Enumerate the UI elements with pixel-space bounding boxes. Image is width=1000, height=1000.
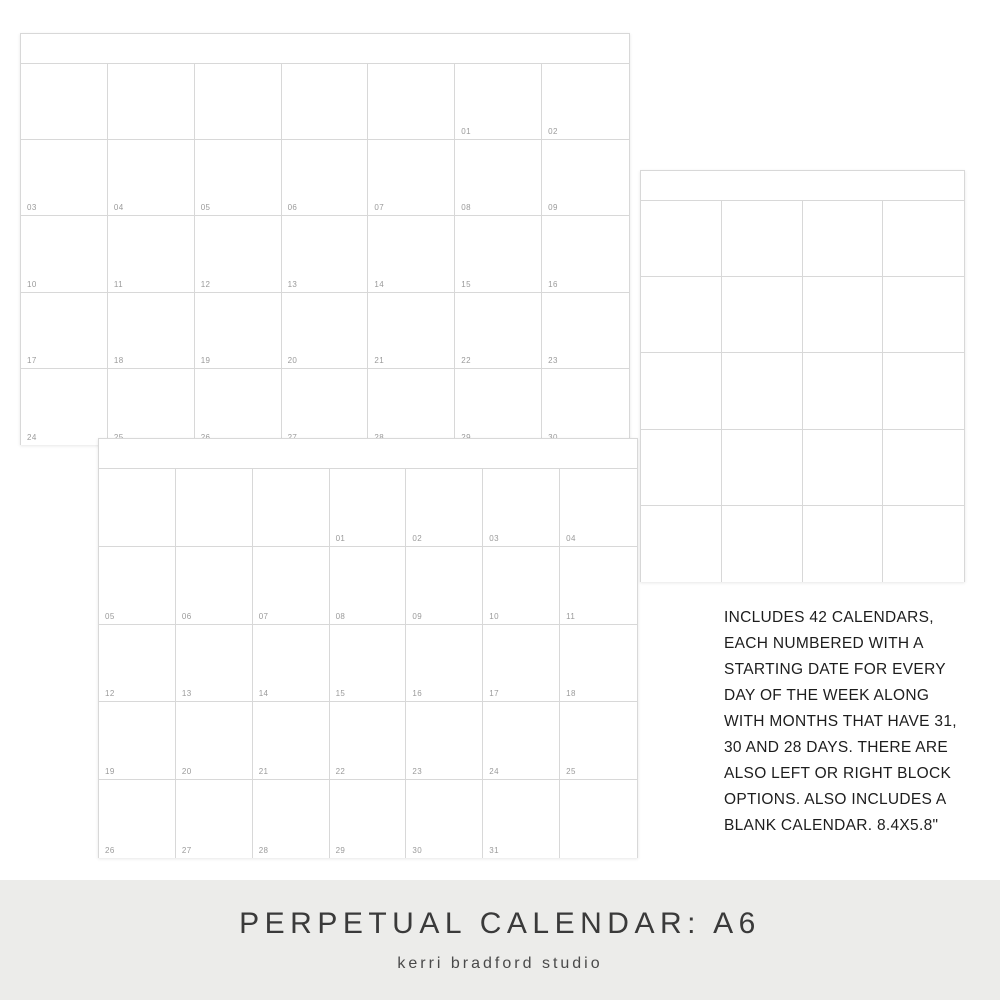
calendar-day-cell xyxy=(368,369,455,445)
day-number: 20 xyxy=(181,767,192,777)
day-number: 17 xyxy=(27,355,37,365)
calendar-day-cell xyxy=(406,625,483,703)
calendar-day-cell xyxy=(108,369,195,445)
calendar-header-band xyxy=(99,439,637,469)
calendar-grid xyxy=(21,64,629,445)
day-number: 21 xyxy=(258,767,269,777)
calendar-day-cell xyxy=(176,625,253,703)
day-number: 24 xyxy=(27,432,37,442)
day-number: 08 xyxy=(461,203,471,213)
calendar-day-cell xyxy=(542,293,629,369)
calendar-sheet-back-right xyxy=(640,170,965,582)
product-description: INCLUDES 42 CALENDARS, EACH NUMBERED WITH A STARTING DATE FOR EVERY DAY OF THE WEEK ALONG WITH MONTHS THAT HAVE 31, 30 AND 28 DAYS. THERE ARE ALSO LEFT OR RIGHT BLOCK OPTIONS. ALSO INCLUDES A BLANK CALENDAR. 8.4X5.8" xyxy=(724,609,957,834)
calendar-day-cell xyxy=(330,547,407,625)
day-number: 01 xyxy=(335,533,346,543)
calendar-day-cell xyxy=(455,140,542,216)
day-number: 10 xyxy=(489,611,499,621)
calendar-day-cell xyxy=(368,216,455,292)
title-banner xyxy=(0,880,1000,1000)
calendar-day-cell xyxy=(253,547,330,625)
calendar-day-cell xyxy=(253,469,330,547)
calendar-day-cell xyxy=(803,277,884,353)
calendar-day-cell xyxy=(483,625,560,703)
day-number: 06 xyxy=(181,611,192,621)
calendar-day-cell xyxy=(406,780,483,858)
calendar-day-cell xyxy=(195,140,282,216)
day-number: 09 xyxy=(412,611,423,621)
calendar-day-cell xyxy=(195,216,282,292)
day-number: 05 xyxy=(200,203,211,213)
calendar-day-cell xyxy=(455,216,542,292)
day-number: 12 xyxy=(200,279,211,289)
calendar-day-cell xyxy=(99,469,176,547)
calendar-day-cell xyxy=(330,702,407,780)
calendar-day-cell xyxy=(406,702,483,780)
calendar-header-band xyxy=(641,171,964,201)
calendar-day-cell xyxy=(542,369,629,445)
day-number: 13 xyxy=(287,279,298,289)
day-number: 31 xyxy=(489,846,499,855)
day-number: 29 xyxy=(335,846,346,855)
day-number: 18 xyxy=(566,689,576,699)
day-number: 19 xyxy=(105,767,115,777)
calendar-day-cell xyxy=(641,430,722,506)
calendar-day-cell xyxy=(406,469,483,547)
day-number: 27 xyxy=(181,846,192,855)
day-number: 25 xyxy=(566,767,576,777)
day-number: 12 xyxy=(105,689,115,699)
calendar-day-cell xyxy=(455,293,542,369)
day-number: 14 xyxy=(374,279,385,289)
calendar-header-band xyxy=(21,34,629,64)
day-number: 17 xyxy=(489,689,499,699)
calendar-day-cell xyxy=(99,547,176,625)
calendar-day-cell xyxy=(176,780,253,858)
day-number: 23 xyxy=(548,355,558,365)
day-number: 07 xyxy=(258,611,269,621)
day-number: 13 xyxy=(181,689,192,699)
calendar-day-cell xyxy=(368,140,455,216)
calendar-day-cell xyxy=(330,625,407,703)
calendar-day-cell xyxy=(542,216,629,292)
calendar-grid xyxy=(641,201,964,582)
day-number: 28 xyxy=(258,846,269,855)
calendar-day-cell xyxy=(803,353,884,429)
calendar-day-cell xyxy=(883,201,964,277)
calendar-day-cell xyxy=(176,469,253,547)
calendar-day-cell xyxy=(108,64,195,140)
calendar-day-cell xyxy=(21,140,108,216)
day-number: 15 xyxy=(335,689,346,699)
calendar-day-cell xyxy=(455,64,542,140)
day-number: 18 xyxy=(113,355,124,365)
day-number: 02 xyxy=(412,533,423,543)
calendar-day-cell xyxy=(406,547,483,625)
studio-name: kerri bradford studio xyxy=(397,955,603,972)
calendar-day-cell xyxy=(722,353,803,429)
calendar-day-cell xyxy=(883,277,964,353)
calendar-day-cell xyxy=(483,469,560,547)
calendar-day-cell xyxy=(368,293,455,369)
calendar-day-cell xyxy=(803,506,884,582)
calendar-day-cell xyxy=(108,293,195,369)
calendar-day-cell xyxy=(542,140,629,216)
calendar-sheet-front xyxy=(98,438,638,858)
calendar-day-cell xyxy=(483,702,560,780)
calendar-day-cell xyxy=(368,64,455,140)
calendar-day-cell xyxy=(108,216,195,292)
calendar-day-cell xyxy=(330,780,407,858)
day-number: 21 xyxy=(374,355,385,365)
calendar-day-cell xyxy=(195,369,282,445)
calendar-day-cell xyxy=(253,625,330,703)
calendar-day-cell xyxy=(560,469,637,547)
calendar-day-cell xyxy=(21,369,108,445)
day-number: 09 xyxy=(548,203,558,213)
calendar-day-cell xyxy=(641,201,722,277)
day-number: 15 xyxy=(461,279,471,289)
day-number: 26 xyxy=(105,846,115,855)
calendar-day-cell xyxy=(282,216,369,292)
calendar-day-cell xyxy=(282,293,369,369)
day-number: 19 xyxy=(200,355,211,365)
day-number: 06 xyxy=(287,203,298,213)
day-number: 10 xyxy=(27,279,37,289)
calendar-day-cell xyxy=(560,780,637,858)
calendar-day-cell xyxy=(253,780,330,858)
calendar-day-cell xyxy=(722,277,803,353)
calendar-day-cell xyxy=(483,780,560,858)
calendar-day-cell xyxy=(803,430,884,506)
day-number: 05 xyxy=(105,611,115,621)
calendar-day-cell xyxy=(722,506,803,582)
calendar-day-cell xyxy=(282,369,369,445)
calendar-day-cell xyxy=(641,506,722,582)
day-number: 24 xyxy=(489,767,499,777)
calendar-day-cell xyxy=(483,547,560,625)
calendar-day-cell xyxy=(641,277,722,353)
day-number: 02 xyxy=(548,127,558,137)
calendar-day-cell xyxy=(99,702,176,780)
calendar-day-cell xyxy=(99,780,176,858)
day-number: 16 xyxy=(548,279,558,289)
day-number: 14 xyxy=(258,689,269,699)
day-number: 03 xyxy=(489,533,499,543)
calendar-day-cell xyxy=(883,353,964,429)
calendar-day-cell xyxy=(560,547,637,625)
calendar-day-cell xyxy=(282,64,369,140)
calendar-day-cell xyxy=(455,369,542,445)
day-number: 20 xyxy=(287,355,298,365)
calendar-day-cell xyxy=(99,625,176,703)
day-number: 07 xyxy=(374,203,385,213)
day-number: 11 xyxy=(566,611,576,621)
day-number: 01 xyxy=(461,127,471,137)
calendar-day-cell xyxy=(883,430,964,506)
product-title: PERPETUAL CALENDAR: A6 xyxy=(239,907,761,940)
day-number: 23 xyxy=(412,767,423,777)
calendar-day-cell xyxy=(722,430,803,506)
calendar-day-cell xyxy=(21,293,108,369)
calendar-day-cell xyxy=(330,469,407,547)
calendar-day-cell xyxy=(883,506,964,582)
calendar-day-cell xyxy=(641,353,722,429)
day-number: 08 xyxy=(335,611,346,621)
calendar-day-cell xyxy=(195,293,282,369)
day-number: 11 xyxy=(113,279,123,289)
day-number: 03 xyxy=(27,203,37,213)
calendar-day-cell xyxy=(803,201,884,277)
calendar-day-cell xyxy=(108,140,195,216)
calendar-day-cell xyxy=(253,702,330,780)
calendar-day-cell xyxy=(176,702,253,780)
calendar-day-cell xyxy=(176,547,253,625)
calendar-grid xyxy=(99,469,637,858)
calendar-day-cell xyxy=(21,216,108,292)
day-number: 04 xyxy=(566,533,576,543)
calendar-day-cell xyxy=(560,702,637,780)
calendar-day-cell xyxy=(282,140,369,216)
calendar-day-cell xyxy=(195,64,282,140)
day-number: 22 xyxy=(461,355,471,365)
day-number: 16 xyxy=(412,689,423,699)
calendar-day-cell xyxy=(722,201,803,277)
calendar-day-cell xyxy=(560,625,637,703)
calendar-day-cell xyxy=(542,64,629,140)
calendar-day-cell xyxy=(21,64,108,140)
day-number: 30 xyxy=(412,846,423,855)
day-number: 22 xyxy=(335,767,346,777)
day-number: 04 xyxy=(113,203,124,213)
calendar-sheet-back-left xyxy=(20,33,630,445)
